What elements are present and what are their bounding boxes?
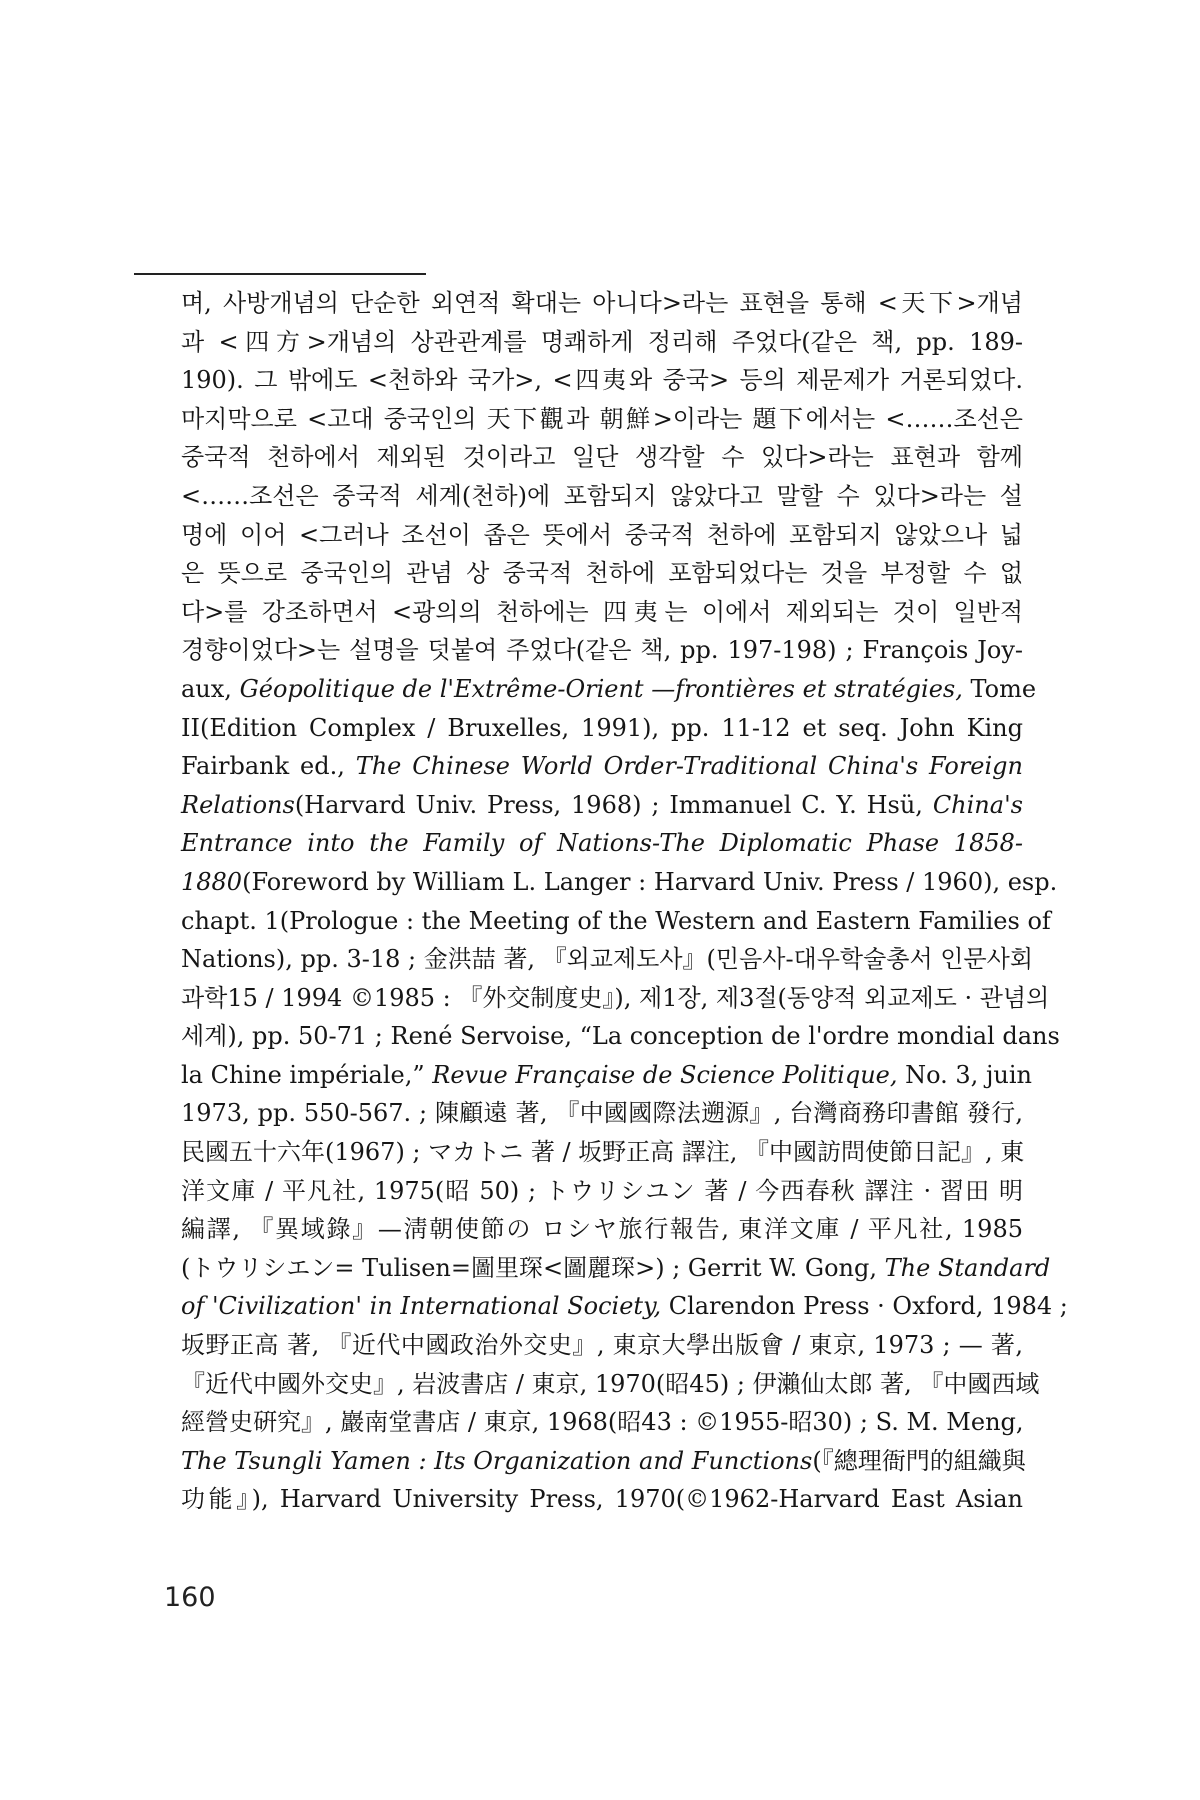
footnote-line (181, 477, 1023, 516)
footnote-line (181, 824, 1023, 863)
footnote-text: 功能』), Harvard University Press, 1970(©1962-Harvard East Asian (181, 1485, 1023, 1514)
footnote-line (181, 400, 1023, 439)
italic-title-text: The Tsungli Yamen : Its Organization and Functions (181, 1446, 813, 1475)
footnote-line (181, 1056, 1032, 1095)
footnote-text: Tome (962, 674, 1037, 703)
footnote-text: 洋文庫 / 平凡社, 1975(昭 50) ; トウリシユン 著 / 今西春秋 譯注 · 習田 明 (181, 1176, 1023, 1205)
footnote-line (181, 1480, 1023, 1519)
footnote-line (181, 709, 1023, 748)
footnote-text: 과학15 / 1994 ©1985 : 『外交制度史』), 제1장, 제3절(동양적 외교제도 · 관념의 (181, 983, 1050, 1012)
footnote-text: 『近代中國外交史』, 岩波書店 / 東京, 1970(昭45) ; 伊瀨仙太郎 著, 『中國西域 (181, 1369, 1040, 1398)
footnote-text: 民國五十六年(1967) ; マカトニ 著 / 坂野正高 譯注, 『中國訪問使節日記』, 東 (181, 1138, 1025, 1167)
footnote-line (181, 1094, 1023, 1133)
footnote-line (181, 1287, 1068, 1326)
footnote-text: aux, (181, 674, 240, 703)
footnote-text: 며, 사방개념의 단순한 외연적 확대는 아니다>라는 표현을 통해 <天下>개념 (181, 289, 1023, 317)
footnote-text: 세계), pp. 50-71 ; René Servoise, “La conception de l'ordre mondial dans (181, 1022, 1060, 1051)
footnote-line (181, 1133, 1023, 1172)
footnote-separator-rule (134, 273, 426, 275)
footnote-line (181, 554, 1023, 593)
footnote-text: Fairbank ed., (181, 752, 356, 781)
footnote-line (181, 323, 1023, 362)
footnote-text: 마지막으로 <고대 중국인의 天下觀과 朝鮮>이라는 題下에서는 <……조선은 (181, 404, 1023, 433)
italic-title-text: The Chinese World Order-Traditional China's Foreign (355, 752, 1024, 781)
footnote-line (181, 747, 1023, 786)
footnote-text: 編譯, 『異域錄』—淸朝使節の ロシヤ旅行報告, 東洋文庫 / 平凡社, 1985 (181, 1215, 1023, 1244)
footnote-line (181, 979, 1050, 1018)
footnote-text: 經營史硏究』, 巖南堂書店 / 東京, 1968(昭43 : ©1955-昭30) ; S. M. Meng, (181, 1408, 1024, 1437)
footnote-text: 은 뜻으로 중국인의 관념 상 중국적 천하에 포함되었다는 것을 부정할 수 없 (181, 559, 1023, 588)
footnote-text: (Harvard Univ. Press, 1968) ; Immanuel C. Y. Hsü, (294, 790, 933, 819)
footnote-text: chapt. 1(Prologue : the Meeting of the Western and Eastern Families of (181, 906, 1051, 935)
italic-title-text: The Standard (884, 1253, 1051, 1282)
footnote-line (181, 1442, 1026, 1481)
footnote-text: (『總理衙門的組織與 (812, 1446, 1026, 1475)
footnote-text: 경향이었다>는 설명을 덧붙여 주었다(같은 책, pp. 197-198) ; François Joy- (181, 636, 1023, 665)
footnote-line (181, 361, 1023, 400)
footnote-line (181, 631, 1023, 670)
footnote-line (181, 516, 1023, 555)
footnote-line (181, 863, 1058, 902)
footnote-line (181, 1249, 1051, 1288)
footnote-text: II(Edition Complex / Bruxelles, 1991), pp. 11-12 et seq. John King (181, 713, 1023, 742)
footnote-text: Clarendon Press · Oxford, 1984 ; (661, 1292, 1068, 1321)
italic-title-text: Revue Française de Science Politique, (432, 1060, 898, 1089)
footnote-line (181, 902, 1051, 941)
footnote-line (181, 786, 1023, 825)
italic-title-text: 1880 (181, 867, 243, 896)
footnote-line (181, 940, 1034, 979)
page-number: 160 (164, 1582, 216, 1613)
italic-title-text: of 'Civilization' in International Society, (181, 1292, 662, 1321)
footnote-line (181, 438, 1023, 477)
footnote-line (181, 284, 1023, 323)
footnote-text: 다>를 강조하면서 <광의의 천하에는 四夷는 이에서 제외되는 것이 일반적 (181, 597, 1023, 626)
footnote-text: No. 3, juin (897, 1060, 1032, 1089)
footnote-line (181, 1365, 1040, 1404)
footnote-text: <……조선은 중국적 세계(천하)에 포함되지 않았다고 말할 수 있다>라는 설 (181, 481, 1023, 510)
footnote-line (181, 593, 1023, 632)
footnote-line (181, 1172, 1023, 1211)
italic-title-text: Relations (181, 790, 295, 819)
footnote-text: la Chine impériale,” (181, 1060, 433, 1089)
italic-title-text: Géopolitique de l'Extrême-Orient —frontières et stratégies, (239, 674, 963, 703)
footnote-text: (Foreword by William L. Langer : Harvard Univ. Press / 1960), esp. (242, 867, 1058, 896)
footnote-text: (トウリシエン= Tulisen=圖里琛<圖麗琛>) ; Gerrit W. Gong, (181, 1253, 885, 1282)
footnote-text: 190). 그 밖에도 <천하와 국가>, <四夷와 중국> 등의 제문제가 거론되었다. (181, 366, 1023, 395)
footnote-text: 과 <四方>개념의 상관관계를 명쾌하게 정리해 주었다(같은 책, pp. 189- (181, 327, 1023, 356)
italic-title-text: China's (932, 790, 1023, 819)
footnote-line (181, 1403, 1023, 1442)
footnote-block (181, 284, 1068, 1519)
footnote-line (181, 1326, 1023, 1365)
footnote-line (181, 670, 1037, 709)
footnote-line (181, 1017, 1060, 1056)
footnote-line (181, 1210, 1023, 1249)
footnote-text: 중국적 천하에서 제외된 것이라고 일단 생각할 수 있다>라는 표현과 함께 (181, 443, 1023, 472)
footnote-text: 坂野正高 著, 『近代中國政治外交史』, 東京大學出版會 / 東京, 1973 ; — 著, (181, 1331, 1023, 1360)
footnote-text: 명에 이어 <그러나 조선이 좁은 뜻에서 중국적 천하에 포함되지 않았으나 넓 (181, 520, 1023, 549)
italic-title-text: Entrance into the Family of Nations-The Diplomatic Phase 1858- (181, 829, 1023, 858)
footnote-text: 1973, pp. 550-567. ; 陳顧遠 著, 『中國國際法遡源』, 台灣商務印書館 發行, (181, 1099, 1023, 1128)
footnote-text: Nations), pp. 3-18 ; 金洪喆 著, 『외교제도사』(민음사-대우학술총서 인문사회 (181, 945, 1034, 974)
